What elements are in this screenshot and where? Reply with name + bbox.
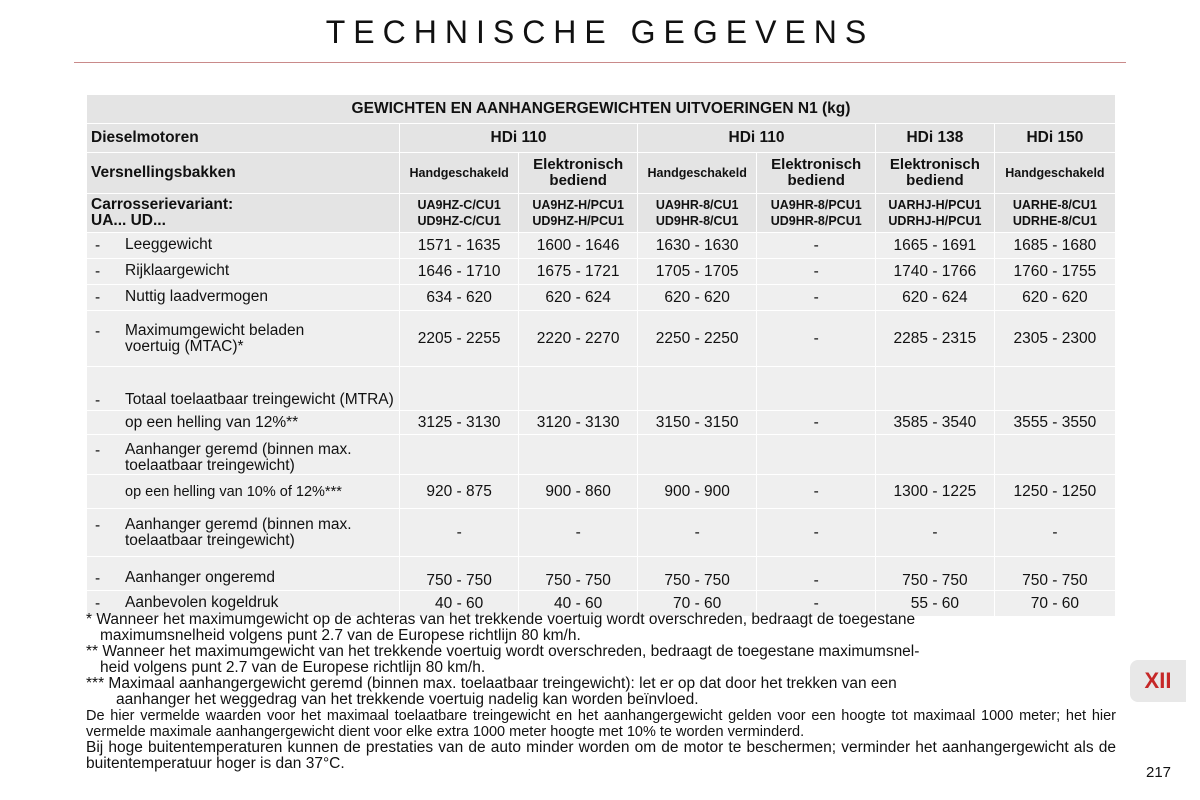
chapter-tab: XII bbox=[1130, 660, 1186, 702]
table-cell: 70 - 60 bbox=[638, 591, 757, 617]
table-cell: 1300 - 1225 bbox=[876, 475, 995, 509]
table-cell: - bbox=[400, 509, 519, 557]
table-cell bbox=[876, 435, 995, 475]
table-cell: 1630 - 1630 bbox=[638, 233, 757, 259]
note-paragraph: Bij hoge buitentemperaturen kunnen de prestaties van de auto minder worden om de motor te beschermen; verminder het aanhangergewicht als de buitentemperatuur hoger is dan 37°C. bbox=[86, 739, 1116, 772]
table-cell: - bbox=[994, 509, 1115, 557]
row-dash: - bbox=[95, 442, 101, 459]
footnote-1 bbox=[86, 612, 1116, 628]
table-cell: - bbox=[876, 509, 995, 557]
row-dash: - bbox=[95, 570, 101, 587]
row-label-cell bbox=[87, 367, 400, 411]
table-row bbox=[87, 311, 1116, 367]
engine-label: Dieselmotoren bbox=[87, 124, 400, 153]
table-caption-row bbox=[87, 95, 1116, 124]
table-cell: 70 - 60 bbox=[994, 591, 1115, 617]
table-cell: 2250 - 2250 bbox=[638, 311, 757, 367]
gearbox-header: Handgeschakeld bbox=[638, 153, 757, 194]
table-cell: - bbox=[757, 411, 876, 435]
row-dash: - bbox=[95, 594, 101, 612]
table-cell bbox=[519, 367, 638, 411]
row-label: Aanhanger geremd (binnen max. toelaatbaar treingewicht) bbox=[125, 515, 352, 549]
body-code: UA9HZ-C/CU1 bbox=[417, 198, 501, 212]
engine-header: HDi 110 bbox=[400, 124, 638, 153]
body-code-cell bbox=[400, 194, 519, 233]
table-cell: 1740 - 1766 bbox=[876, 259, 995, 285]
table-cell: 634 - 620 bbox=[400, 285, 519, 311]
row-label: op een helling van 10% of 12%*** bbox=[125, 483, 342, 500]
body-code-cell bbox=[519, 194, 638, 233]
engine-row bbox=[87, 124, 1116, 153]
row-dash: - bbox=[95, 262, 101, 280]
table-cell: 620 - 620 bbox=[994, 285, 1115, 311]
body-code: UD9HR-8/PCU1 bbox=[770, 214, 862, 228]
table-cell: 750 - 750 bbox=[638, 557, 757, 591]
table-cell: - bbox=[757, 259, 876, 285]
table-cell: 1250 - 1250 bbox=[994, 475, 1115, 509]
row-label: Aanhanger ongeremd bbox=[125, 569, 275, 586]
body-code: UDRHJ-H/PCU1 bbox=[888, 214, 982, 228]
row-label: Rijklaargewicht bbox=[125, 261, 230, 279]
row-label-cell bbox=[87, 557, 400, 591]
table-cell: - bbox=[757, 233, 876, 259]
body-code-cell bbox=[757, 194, 876, 233]
row-dash: - bbox=[95, 516, 101, 534]
body-variant-label-line: Carrosserievariant: bbox=[91, 196, 234, 213]
table-cell: 2285 - 2315 bbox=[876, 311, 995, 367]
table-cell: - bbox=[757, 311, 876, 367]
table-row bbox=[87, 475, 1116, 509]
table-cell: 620 - 624 bbox=[519, 285, 638, 311]
table-cell: 3585 - 3540 bbox=[876, 411, 995, 435]
table-cell bbox=[400, 367, 519, 411]
table-cell: 620 - 620 bbox=[638, 285, 757, 311]
table-row bbox=[87, 435, 1116, 475]
body-code: UD9HZ-C/CU1 bbox=[417, 214, 501, 228]
table-cell: - bbox=[757, 591, 876, 617]
body-code: UARHJ-H/PCU1 bbox=[888, 198, 982, 212]
table-cell: - bbox=[757, 509, 876, 557]
row-label-cell bbox=[87, 411, 400, 435]
row-label-cell bbox=[87, 435, 400, 475]
table-cell: 55 - 60 bbox=[876, 591, 995, 617]
body-code: UD9HZ-H/PCU1 bbox=[532, 214, 624, 228]
table-cell: 40 - 60 bbox=[400, 591, 519, 617]
weights-table bbox=[86, 94, 1116, 617]
gearbox-header: Handgeschakeld bbox=[994, 153, 1115, 194]
table-cell: 1685 - 1680 bbox=[994, 233, 1115, 259]
table-cell: 1760 - 1755 bbox=[994, 259, 1115, 285]
table-row bbox=[87, 367, 1116, 411]
body-code: UD9HR-8/CU1 bbox=[655, 214, 739, 228]
table-cell: - bbox=[757, 557, 876, 591]
row-label: Aanhanger geremd (binnen max. toelaatbaar treingewicht) bbox=[125, 441, 352, 474]
row-label: Maximumgewicht beladen voertuig (MTAC)* bbox=[125, 321, 305, 355]
gearbox-header: Handgeschakeld bbox=[400, 153, 519, 194]
row-label: op een helling van 12%** bbox=[125, 413, 299, 431]
body-variant-label bbox=[87, 194, 400, 233]
body-code: UDRHE-8/CU1 bbox=[1012, 214, 1097, 228]
table-cell: 2305 - 2300 bbox=[994, 311, 1115, 367]
row-label: Leeggewicht bbox=[125, 235, 213, 253]
table-cell: 40 - 60 bbox=[519, 591, 638, 617]
body-code: UARHE-8/CU1 bbox=[1012, 198, 1097, 212]
page-title: TECHNISCHE GEGEVENS bbox=[325, 14, 875, 50]
footnote-2-cont: heid volgens punt 2.7 van de Europese richtlijn 80 km/h. bbox=[100, 659, 486, 676]
body-code-cell bbox=[994, 194, 1115, 233]
gearbox-header: Elektronisch bediend bbox=[876, 153, 995, 194]
note-paragraph: De hier vermelde waarden voor het maximaal toelaatbare treingewicht en het aanhangergewicht gelden voor een hoogte tot maximaal 1000 meter; het hier vermelde maximale aanhangergewicht dient voor elke extra 1000 meter hoogte met 10% te worden verminderd. bbox=[86, 708, 1116, 740]
table-cell: 750 - 750 bbox=[994, 557, 1115, 591]
body-code: UA9HR-8/PCU1 bbox=[770, 198, 862, 212]
table-row bbox=[87, 411, 1116, 435]
table-cell: 750 - 750 bbox=[400, 557, 519, 591]
gearbox-header: Elektronisch bediend bbox=[519, 153, 638, 194]
table-row bbox=[87, 233, 1116, 259]
table-cell bbox=[757, 367, 876, 411]
table-cell: 1646 - 1710 bbox=[400, 259, 519, 285]
table-cell: 1600 - 1646 bbox=[519, 233, 638, 259]
table-cell bbox=[638, 435, 757, 475]
table-cell bbox=[400, 435, 519, 475]
gearbox-header: Elektronisch bediend bbox=[757, 153, 876, 194]
table-cell bbox=[994, 367, 1115, 411]
table-cell: - bbox=[757, 285, 876, 311]
body-variant-label-line: UA... UD... bbox=[91, 212, 166, 229]
table-cell bbox=[519, 435, 638, 475]
table-cell: 3125 - 3130 bbox=[400, 411, 519, 435]
table-cell: 750 - 750 bbox=[876, 557, 995, 591]
table-cell bbox=[994, 435, 1115, 475]
table-cell bbox=[638, 367, 757, 411]
engine-header: HDi 150 bbox=[994, 124, 1115, 153]
row-label-cell bbox=[87, 259, 400, 285]
table-row bbox=[87, 509, 1116, 557]
body-code: UA9HZ-H/PCU1 bbox=[532, 198, 624, 212]
footnotes bbox=[86, 612, 1116, 772]
footnote-1-cont: maximumsnelheid volgens punt 2.7 van de Europese richtlijn 80 km/h. bbox=[100, 627, 581, 644]
table-cell: 2205 - 2255 bbox=[400, 311, 519, 367]
table-cell: 920 - 875 bbox=[400, 475, 519, 509]
table-cell: 900 - 900 bbox=[638, 475, 757, 509]
body-code-cell bbox=[638, 194, 757, 233]
page-number: 217 bbox=[1146, 764, 1172, 781]
gearbox-row bbox=[87, 153, 1116, 194]
table-caption: GEWICHTEN EN AANHANGERGEWICHTEN UITVOERINGEN N1 (kg) bbox=[87, 95, 1116, 124]
body-code-cell bbox=[876, 194, 995, 233]
footnote-3: *** Maximaal aanhangergewicht geremd (binnen max. toelaatbaar treingewicht): let er op dat door het trekken van een bbox=[86, 675, 897, 692]
gearbox-label: Versnellingsbakken bbox=[87, 153, 400, 194]
body-code: UA9HR-8/CU1 bbox=[655, 198, 739, 212]
row-dash: - bbox=[95, 236, 101, 254]
table-cell: - bbox=[638, 509, 757, 557]
engine-header: HDi 138 bbox=[876, 124, 995, 153]
row-label-cell bbox=[87, 311, 400, 367]
table-cell: 3150 - 3150 bbox=[638, 411, 757, 435]
table-cell: 1675 - 1721 bbox=[519, 259, 638, 285]
row-label: Aanbevolen kogeldruk bbox=[125, 593, 279, 611]
row-label: Totaal toelaatbaar treingewicht (MTRA) bbox=[125, 391, 394, 408]
table-cell: 1665 - 1691 bbox=[876, 233, 995, 259]
body-variant-row bbox=[87, 194, 1116, 233]
row-label-cell bbox=[87, 233, 400, 259]
title-divider bbox=[74, 62, 1126, 63]
row-dash: - bbox=[95, 288, 101, 306]
table-cell bbox=[876, 367, 995, 411]
table-cell: 900 - 860 bbox=[519, 475, 638, 509]
row-label-cell bbox=[87, 509, 400, 557]
row-dash: - bbox=[95, 392, 101, 409]
row-label-cell bbox=[87, 475, 400, 509]
table-row bbox=[87, 285, 1116, 311]
table-row bbox=[87, 557, 1116, 591]
table-cell: 2220 - 2270 bbox=[519, 311, 638, 367]
table-cell: 1571 - 1635 bbox=[400, 233, 519, 259]
table-cell: 620 - 624 bbox=[876, 285, 995, 311]
row-dash: - bbox=[95, 322, 101, 340]
row-label-cell bbox=[87, 285, 400, 311]
engine-header: HDi 110 bbox=[638, 124, 876, 153]
table-cell: - bbox=[757, 475, 876, 509]
table-cell: 3120 - 3130 bbox=[519, 411, 638, 435]
footnote-text: * Wanneer het maximumgewicht op de achteras van het trekkende voertuig wordt overschreden, bedraagt de toegestane bbox=[86, 611, 916, 628]
table-cell: 1705 - 1705 bbox=[638, 259, 757, 285]
table-cell: 750 - 750 bbox=[519, 557, 638, 591]
row-label: Nuttig laadvermogen bbox=[125, 287, 269, 305]
footnote-2: ** Wanneer het maximumgewicht van het trekkende voertuig wordt overschreden, bedraagt de toegestane maximumsnel- bbox=[86, 643, 920, 660]
table-row bbox=[87, 259, 1116, 285]
table-cell bbox=[757, 435, 876, 475]
footnote-3-cont: aanhanger het weggedrag van het trekkende voertuig nadelig kan worden beïnvloed. bbox=[116, 691, 699, 708]
table-cell: 3555 - 3550 bbox=[994, 411, 1115, 435]
table-cell: - bbox=[519, 509, 638, 557]
